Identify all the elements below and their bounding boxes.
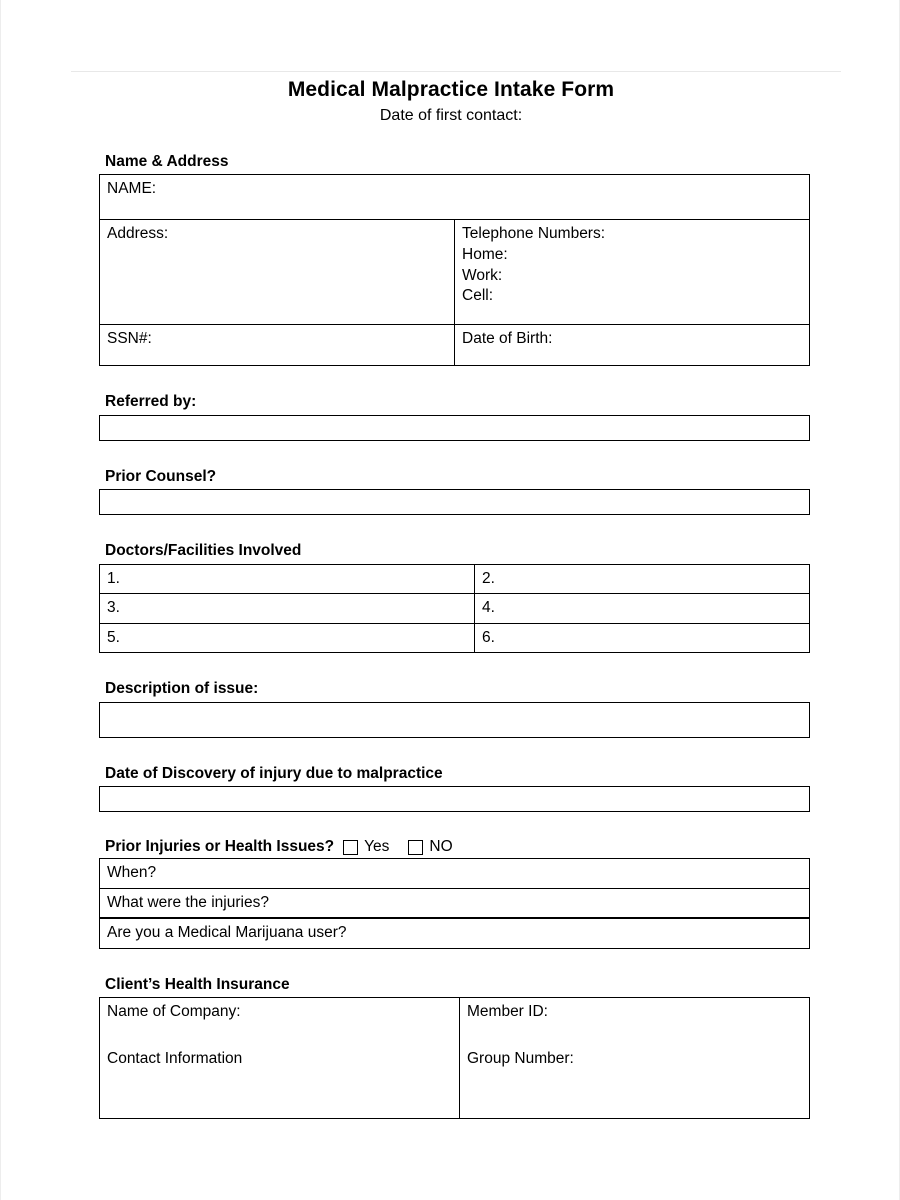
- page-title: Medical Malpractice Intake Form: [287, 78, 615, 101]
- section-heading-health-insurance: Client’s Health Insurance: [105, 975, 290, 993]
- prior-injuries-no-checkbox[interactable]: [408, 840, 423, 855]
- doctor-field-2[interactable]: 2.: [475, 564, 810, 594]
- insurance-member-cell[interactable]: [460, 998, 810, 1119]
- ssn-field-cell[interactable]: SSN#:: [100, 325, 455, 366]
- cell-phone-label: Cell:: [462, 287, 494, 305]
- section-heading-doctors-facilities: Doctors/Facilities Involved: [105, 542, 302, 560]
- prior-injuries-what-field[interactable]: What were the injuries?: [100, 888, 810, 918]
- prior-injuries-header: [105, 838, 810, 856]
- telephone-numbers-label: Telephone Numbers:: [462, 225, 606, 243]
- table-row-ssn-dob: [100, 325, 810, 366]
- section-heading-prior-counsel: Prior Counsel?: [105, 467, 217, 485]
- name-field-cell[interactable]: NAME:: [100, 175, 810, 220]
- table-row: [100, 918, 810, 948]
- table-row: [100, 594, 810, 624]
- date-of-first-contact-label: Date of first contact:: [379, 107, 523, 124]
- doctor-field-5[interactable]: 5.: [100, 623, 475, 653]
- telephone-field-cell[interactable]: [455, 220, 810, 325]
- section-heading-referred-by: Referred by:: [105, 393, 197, 411]
- table-row: [100, 623, 810, 653]
- doctor-field-1[interactable]: 1.: [100, 564, 475, 594]
- prior-injuries-no-label: NO: [429, 838, 453, 856]
- doctor-field-3[interactable]: 3.: [100, 594, 475, 624]
- address-field-cell[interactable]: Address:: [100, 220, 455, 325]
- form-body: [99, 152, 810, 1119]
- prior-injuries-when-field[interactable]: When?: [100, 859, 810, 889]
- date-of-discovery-input[interactable]: [99, 786, 810, 812]
- table-row-name: [100, 175, 810, 220]
- prior-injuries-yes-checkbox[interactable]: [343, 840, 358, 855]
- prior-injuries-table: [99, 858, 810, 949]
- section-heading-date-of-discovery: Date of Discovery of injury due to malpractice: [105, 764, 443, 782]
- prior-injuries-yes-label: Yes: [364, 838, 390, 856]
- section-heading-description-of-issue: Description of issue:: [105, 680, 259, 698]
- section-heading-name-address: Name & Address: [105, 153, 229, 170]
- header-divider: [71, 71, 841, 72]
- insurance-member-id-label: Member ID:: [467, 1003, 548, 1021]
- table-row: [100, 888, 810, 918]
- date-of-birth-field-cell[interactable]: Date of Birth:: [455, 325, 810, 366]
- insurance-group-number-label: Group Number:: [467, 1049, 574, 1067]
- table-row: [100, 564, 810, 594]
- work-phone-label: Work:: [462, 266, 503, 284]
- prior-injuries-label: Prior Injuries or Health Issues?: [105, 838, 335, 856]
- name-address-table: [99, 174, 810, 366]
- table-row-insurance: [100, 998, 810, 1119]
- insurance-company-label: Name of Company:: [107, 1003, 241, 1021]
- table-row-address-phone: [100, 220, 810, 325]
- doctors-facilities-table: [99, 564, 810, 654]
- description-of-issue-input[interactable]: [99, 702, 810, 738]
- medical-marijuana-user-field[interactable]: Are you a Medical Marijuana user?: [100, 918, 810, 948]
- health-insurance-table: [99, 997, 810, 1119]
- prior-counsel-input[interactable]: [99, 489, 810, 515]
- insurance-company-cell[interactable]: [100, 998, 460, 1119]
- doctor-field-4[interactable]: 4.: [475, 594, 810, 624]
- table-row: [100, 859, 810, 889]
- referred-by-input[interactable]: [99, 415, 810, 441]
- insurance-contact-label: Contact Information: [107, 1049, 243, 1067]
- doctor-field-6[interactable]: 6.: [475, 623, 810, 653]
- home-phone-label: Home:: [462, 245, 508, 263]
